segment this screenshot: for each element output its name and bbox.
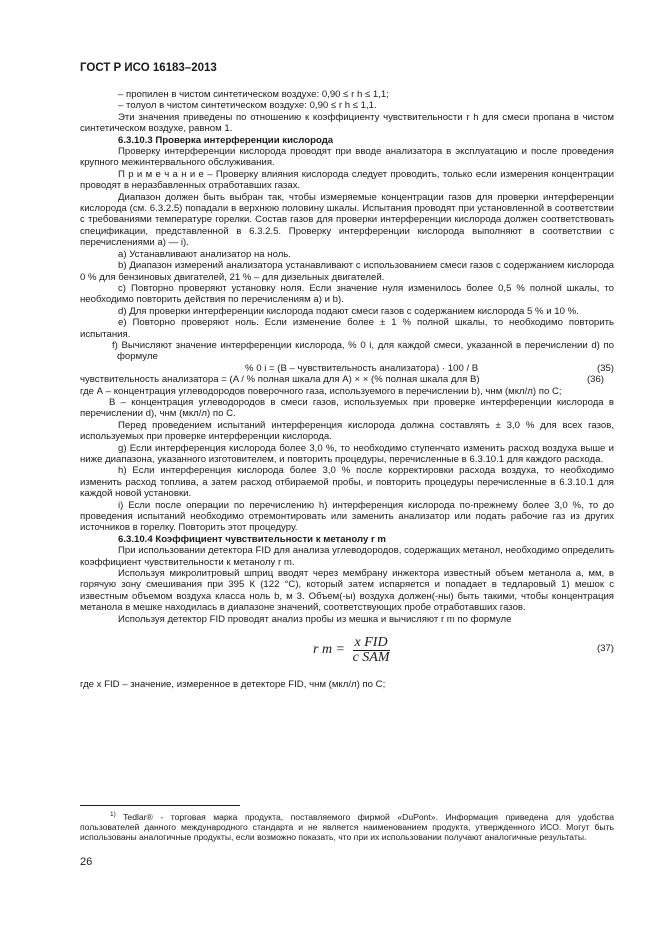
- list-item-c: с) Повторно проверяют установку ноля. Если значение нуля изменилось более 0,5 % полной шкалы, то необходимо повторить действия по перечислениям а) и b).: [80, 282, 614, 306]
- formula-35: [80, 363, 614, 374]
- paragraph: Используя микролитровый шприц вводят через мембрану инжектора известный объем метанола a, мм, в горячую зону смешивания при 395 К (122 °С), который затем испаряется и попадает в тедларовый 1) мешок с известным объемом воздуха класса ноль b, м 3. Объем(-ы) воздуха должен(-ны) быть такими, чтобы концентрация метанола в мешке находилась в диапазоне значений, соответствующих пробе отработавших газов.: [80, 568, 614, 614]
- paragraph-values-note: Эти значения приведены по отношению к коэффициенту чувствительности r h для смеси пропана в чистом синтетическом воздухе, равном 1.: [80, 111, 614, 135]
- formula-37-number: (37): [596, 643, 614, 655]
- formula-37-lhs: r m =: [313, 642, 346, 658]
- formula-36-number: (36): [586, 374, 604, 386]
- paragraph: При использовании детектора FID для анализа углеводородов, содержащих метанол, необходимо определить коэффициент чувствительности к метанолу r m.: [80, 545, 614, 568]
- note-label: П р и м е ч а н и е: [118, 168, 204, 180]
- paragraph: Диапазон должен быть выбран так, чтобы измеряемые концентрации газов для проверки интерференции кислорода (см. 6.3.2.5) попадали в верхнюю половину шкалы. Испытания проводят при установленной в соответствии с требованиями температуре горелки. Состав газов для проверки интерференции кислорода должен соответствовать спецификации, представленной в 6.3.2.5. Проверку интерференции кислорода выполняют в соответствии с перечислениями а) — i).: [80, 191, 614, 249]
- list-item-a: а) Устанавливают анализатор на ноль.: [118, 248, 291, 260]
- list-item-f: f) Вычисляют значение интерференции кислорода, % 0 i, для каждой смеси, указанной в перечислении d) по формуле: [112, 339, 614, 363]
- list-item-e: е) Повторно проверяют ноль. Если изменение более ± 1 % полной шкалы, то необходимо повторить испытания.: [80, 317, 614, 340]
- list-item-b: b) Диапазон измерений анализатора устанавливают с использованием смеси газов с содержанием кислорода 0 % для бензиновых двигателей, 21 % – для дизельных двигателей.: [80, 260, 614, 283]
- formula-36: [80, 374, 614, 385]
- footnote-text: Tedlar® - торговая марка продукта, поставляемого фирмой «DuPont». Информация приведена для удобства пользователей данного международного стандарта и не является наименованием продукта, утвержденного ИСО. Могут быть использованы аналогичные продукты, если возможно показать, что при их использовании получают аналогичные результаты.: [80, 811, 614, 843]
- page-number: 26: [80, 856, 93, 868]
- where-a: где А – концентрация углеводородов поверочного газа, используемого в перечислении b), чнм (мкл/л) по С;: [80, 385, 562, 397]
- footnote-separator: [80, 805, 240, 806]
- paragraph-toluene: – толуол в чистом синтетическом воздухе: 0,90 ≤ r h ≤ 1,1.: [118, 100, 377, 112]
- note-text: – Проверку влияния кислорода следует проводить, только если измерения концентрации проводят в неразбавленных отработавших газах.: [80, 168, 614, 192]
- footnote-marker: 1): [110, 811, 116, 818]
- section-heading-6-3-10-4: 6.3.10.4 Коэффициент чувствительности к метанолу r m: [118, 533, 386, 545]
- list-item-i: i) Если после операции по перечислению h) интерференция кислорода по-прежнему более 3,0 %, то до проведения испытаний необходимо отремонтировать или заменить анализатор или подать рабочие газ из других источников в горелку. Повторить этот процедуру.: [80, 499, 614, 534]
- list-item-g: g) Если интерференция кислорода более 3,0 %, то необходимо ступенчато изменить расход воздуха выше и ниже диапазона, указанного изготовителем, и повторить процедуры, перечисленные в 6.3.10.1 для каждого расхода.: [80, 442, 614, 465]
- paragraph: Проверку интерференции кислорода проводят при вводе анализатора в эксплуатацию и после проведения крупного межинтервального обслуживания.: [80, 146, 614, 169]
- formula-37: [80, 631, 614, 677]
- document-header: ГОСТ Р ИСО 16183–2013: [80, 62, 217, 74]
- list-item-d: d) Для проверки интерференции кислорода подают смеси газов с содержанием кислорода 5 % и 10 %.: [118, 305, 579, 317]
- where-x-fid: где x FID – значение, измеренное в детекторе FID, чнм (мкл/л) по С;: [80, 679, 386, 691]
- formula-37-fraction: [353, 637, 390, 663]
- formula-37-equation: [313, 637, 390, 663]
- footnote: [80, 810, 614, 842]
- document-body: [80, 89, 614, 691]
- paragraph: Используя детектор FID проводят анализ пробы из мешка и вычисляют r m по формуле: [118, 613, 512, 625]
- where-b: В – концентрация углеводородов в смеси газов, используемых при проверке интерференции кислорода в перечислении d), чнм (мкл/л) по С.: [80, 396, 614, 420]
- note-paragraph: [80, 169, 614, 192]
- paragraph-propylene: – пропилен в чистом синтетическом воздухе: 0,90 ≤ r h ≤ 1,1;: [118, 89, 389, 100]
- formula-35-number: (35): [596, 362, 614, 374]
- formula-36-expression: чувствительность анализатора = (A / % полная шкала для A) × × (% полная шкала для B): [80, 374, 480, 386]
- section-heading-6-3-10-3: 6.3.10.3 Проверка интерференции кислорода: [118, 134, 334, 146]
- list-item-h: h) Если интерференция кислорода более 3,0 % после корректировки расхода воздуха, то необходимо изменить расход топлива, а затем расход отбираемой пробы, и повторить процедуры перечисленные в 6.3.10.1 для каждой новой установки.: [80, 465, 614, 500]
- formula-37-denominator: c SAM: [352, 649, 390, 665]
- formula-37-numerator: x FID: [354, 635, 388, 651]
- formula-35-expression: % 0 i = (B – чувствительность анализатора) · 100 / B: [245, 362, 479, 374]
- paragraph: Перед проведением испытаний интерференция кислорода должна составлять ± 3,0 % для всех газов, используемых при проверке интерференции кислорода.: [80, 419, 614, 443]
